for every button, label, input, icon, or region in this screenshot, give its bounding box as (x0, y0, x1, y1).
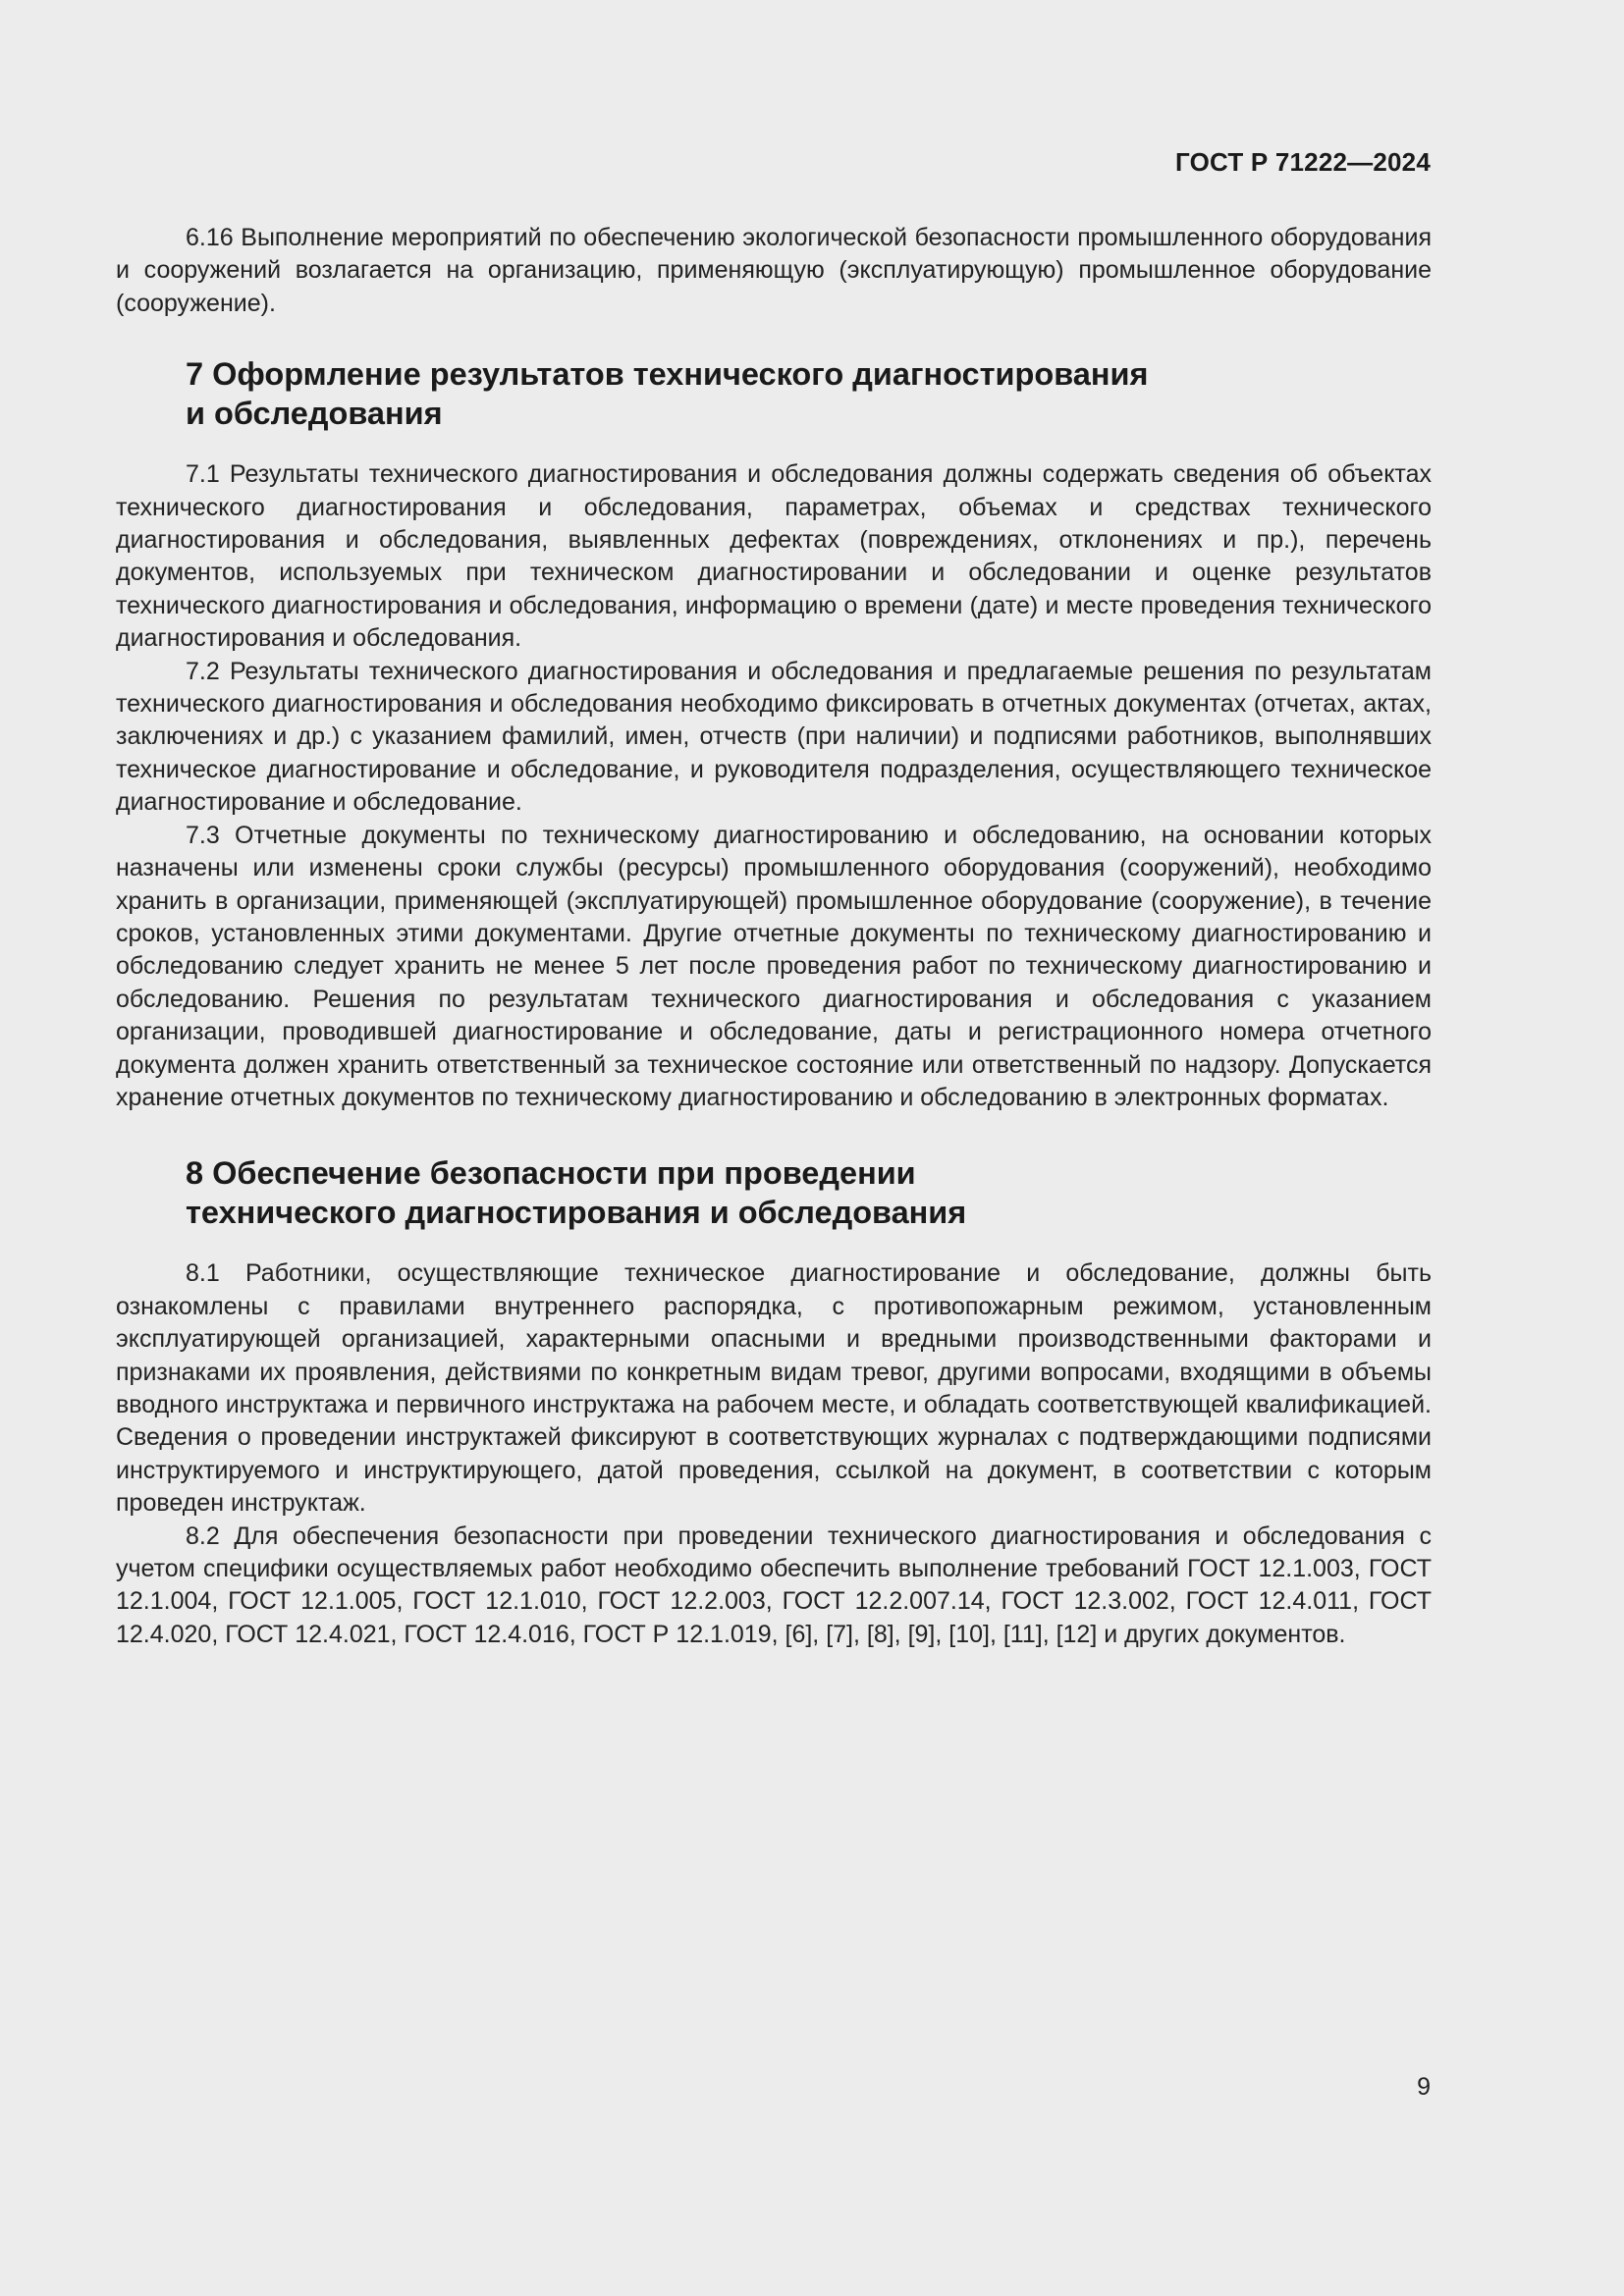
page-content (116, 222, 1432, 1651)
paragraph-7-3: 7.3 Отчетные документы по техническому диагностированию и обследованию, на основании которых назначены или изменены сроки службы (ресурсы) промышленного оборудования (сооружений), необходимо хранить в организации, применяющей (эксплуатирующей) промышленное оборудование (сооружение), в течение сроков, установленных этими документами. Другие отчетные документы по техническому диагностированию и обследованию следует хранить не менее 5 лет после проведения работ по техническому диагностированию и обследованию. Решения по результатам технического диагностирования и обследования с указанием организации, проводившей диагностирование и обследование, даты и регистрационного номера отчетного документа должен хранить ответственный за техническое состояние или ответственный по надзору. Допускается хранение отчетных документов по техническому диагностированию и обследованию в электронных форматах. (116, 821, 1432, 1111)
section-7-heading (116, 354, 1432, 433)
document-code-header: ГОСТ Р 71222—2024 (1175, 147, 1431, 177)
paragraph-6-16: 6.16 Выполнение мероприятий по обеспечению экологической безопасности промышленного оборудования и сооружений возлагается на организацию, применяющую (эксплуатирующую) промышленное оборудование (сооружение). (116, 224, 1432, 317)
section-7-heading-line-2: и обследования (186, 396, 443, 432)
paragraph-8-1: 8.1 Работники, осуществляющие техническое диагностирование и обследование, должны быть ознакомлены с правилами внутреннего распорядка, с противопожарным режимом, установленным эксплуатирующей организацией, характерными опасными и вредными производственными факторами и признаками их проявления, действиями по конкретным видам тревог, другими вопросами, входящими в объемы вводного инструктажа и первичного инструктажа на рабочем месте, и обладать соответствующей квалификацией. Сведения о проведении инструктажей фиксируют в соответствующих журналах с подтверждающими подписями инструктируемого и инструктирующего, датой проведения, ссылкой на документ, в соответствии с которым проведен инструктаж. (116, 1259, 1432, 1518)
section-8-heading-line-2: технического диагностирования и обследования (186, 1195, 967, 1231)
paragraph-7-2: 7.2 Результаты технического диагностирования и обследования и предлагаемые решения по результатам технического диагностирования и обследования необходимо фиксировать в отчетных документах (отчетах, актах, заключениях и др.) с указанием фамилий, имен, отчеств (при наличии) и подписями работников, выполнявших техническое диагностирование и обследование, и руководителя подразделения, осуществляющего техническое диагностирование и обследование. (116, 657, 1432, 817)
section-8-heading (116, 1153, 1432, 1232)
paragraph-8-2: 8.2 Для обеспечения безопасности при проведении технического диагностирования и обследования с учетом специфики осуществляемых работ необходимо обеспечить выполнение требований ГОСТ 12.1.003, ГОСТ 12.1.004, ГОСТ 12.1.005, ГОСТ 12.1.010, ГОСТ 12.2.003, ГОСТ 12.2.007.14, ГОСТ 12.3.002, ГОСТ 12.4.011, ГОСТ 12.4.020, ГОСТ 12.4.021, ГОСТ 12.4.016, ГОСТ Р 12.1.019, [6], [7], [8], [9], [10], [11], [12] и других документов. (116, 1522, 1432, 1648)
section-8-heading-line-1: 8 Обеспечение безопасности при проведении (186, 1155, 916, 1192)
section-7-heading-line-1: 7 Оформление результатов технического диагностирования (186, 356, 1149, 393)
paragraph-7-1: 7.1 Результаты технического диагностирования и обследования должны содержать сведения об объектах технического диагностирования и обследования, параметрах, объемах и средствах технического диагностирования и обследования, выявленных дефектах (повреждениях, отклонениях и пр.), перечень документов, используемых при техническом диагностировании и обследовании и оценке результатов технического диагностирования и обследования, информацию о времени (дате) и месте проведения технического диагностирования и обследования. (116, 460, 1432, 653)
page-number: 9 (1417, 2073, 1431, 2101)
